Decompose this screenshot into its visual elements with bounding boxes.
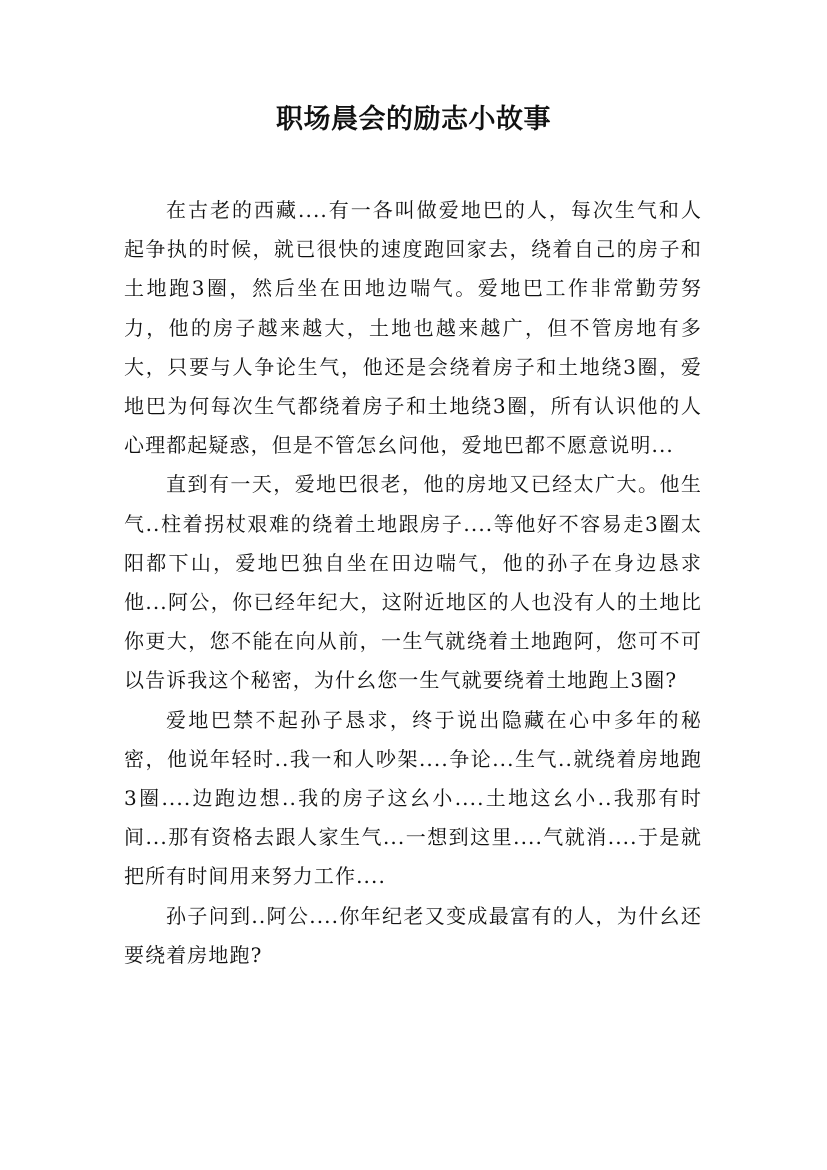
document-title: 职场晨会的励志小故事: [276, 104, 551, 135]
paragraph-1: 在古老的西藏....有一各叫做爱地巴的人，每次生气和人起争执的时候，就已很快的速度跑回家去，绕着自己的房子和土地跑3圈，然后坐在田地边喘气。爱地巴工作非常勤劳努力，他的房子越来越大，土地也越来越广，但不管房地有多大，只要与人争论生气，他还是会绕着房子和土地绕3圈，爱地巴为何每次生气都绕着房子和土地绕3圈，所有认识他的人心理都起疑惑，但是不管怎幺问他，爱地巴都不愿意说明...: [124, 198, 702, 458]
paragraph-3: 爱地巴禁不起孙子恳求，终于说出隐藏在心中多年的秘密，他说年轻时..我一和人吵架....争论...生气..就绕着房地跑3圈....边跑边想..我的房子这幺小....土地这幺小..我那有时间...那有资格去跟人家生气...一想到这里....气就消....于是就把所有时间用来努力工作....: [124, 707, 702, 889]
paragraph-2: 直到有一天，爱地巴很老，他的房地又已经太广大。他生气..柱着拐杖艰难的绕着土地跟房子....等他好不容易走3圈太阳都下山，爱地巴独自坐在田边喘气，他的孙子在身边恳求他...阿公，你已经年纪大，这附近地区的人也没有人的土地比你更大，您不能在向从前，一生气就绕着土地跑阿，您可不可以告诉我这个秘密，为什幺您一生气就要绕着土地跑上3圈?: [124, 472, 702, 693]
document-body: [124, 191, 702, 975]
paragraph-4: 孙子问到..阿公....你年纪老又变成最富有的人，为什幺还要绕着房地跑?: [124, 903, 702, 967]
